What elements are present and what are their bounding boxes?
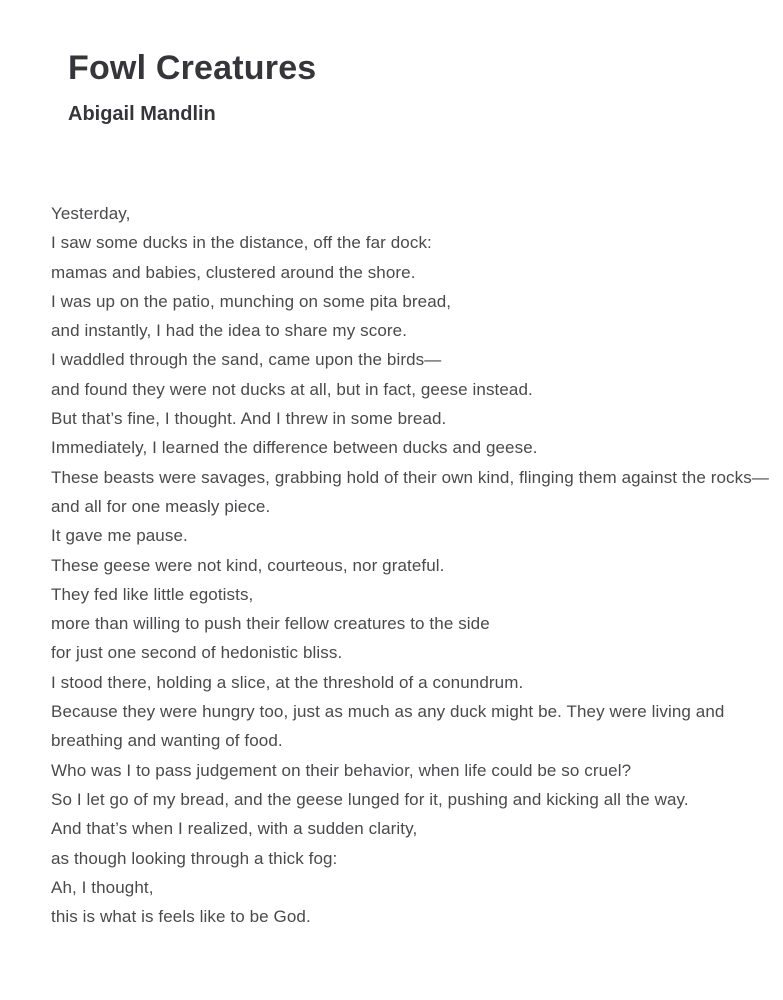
poem-line: I waddled through the sand, came upon the birds— bbox=[51, 350, 442, 370]
poem-line: Ah, I thought, bbox=[51, 877, 154, 897]
poem-body bbox=[51, 199, 769, 931]
poem-line: I saw some ducks in the distance, off the far dock: bbox=[51, 233, 432, 253]
poem-line: mamas and babies, clustered around the shore. bbox=[51, 262, 416, 282]
poem-line: and instantly, I had the idea to share my score. bbox=[51, 321, 408, 341]
poem-line: breathing and wanting of food. bbox=[51, 731, 283, 751]
poem-line: more than willing to push their fellow creatures to the side bbox=[51, 614, 490, 634]
poem-line: Yesterday, bbox=[51, 204, 131, 223]
poem-line: Immediately, I learned the difference between ducks and geese. bbox=[51, 438, 538, 458]
poem-line: It gave me pause. bbox=[51, 526, 188, 546]
poem-line: And that’s when I realized, with a sudden clarity, bbox=[51, 819, 418, 839]
poem-line: Because they were hungry too, just as much as any duck might be. They were living and bbox=[51, 702, 725, 722]
document-header bbox=[68, 50, 316, 125]
poem-line: as though looking through a thick fog: bbox=[51, 848, 338, 868]
poem-line: for just one second of hedonistic bliss. bbox=[51, 643, 343, 663]
poem-line: I stood there, holding a slice, at the threshold of a conundrum. bbox=[51, 672, 524, 692]
poem-line: So I let go of my bread, and the geese lunged for it, pushing and kicking all the way. bbox=[51, 789, 689, 809]
poem-line: These geese were not kind, courteous, nor grateful. bbox=[51, 555, 445, 575]
poem-author: Abigail Mandlin bbox=[68, 103, 216, 126]
poem-line: I was up on the patio, munching on some pita bread, bbox=[51, 291, 452, 311]
poem-title: Fowl Creatures bbox=[68, 49, 317, 87]
poem-line: These beasts were savages, grabbing hold of their own kind, flinging them against the rocks— bbox=[51, 467, 769, 487]
poem-line: Who was I to pass judgement on their behavior, when life could be so cruel? bbox=[51, 760, 632, 780]
poem-line: They fed like little egotists, bbox=[51, 584, 254, 604]
poem-line: and found they were not ducks at all, but in fact, geese instead. bbox=[51, 379, 533, 399]
poem-line: But that’s fine, I thought. And I threw in some bread. bbox=[51, 409, 447, 429]
poem-line: and all for one measly piece. bbox=[51, 496, 271, 516]
poem-line: this is what is feels like to be God. bbox=[51, 907, 311, 927]
